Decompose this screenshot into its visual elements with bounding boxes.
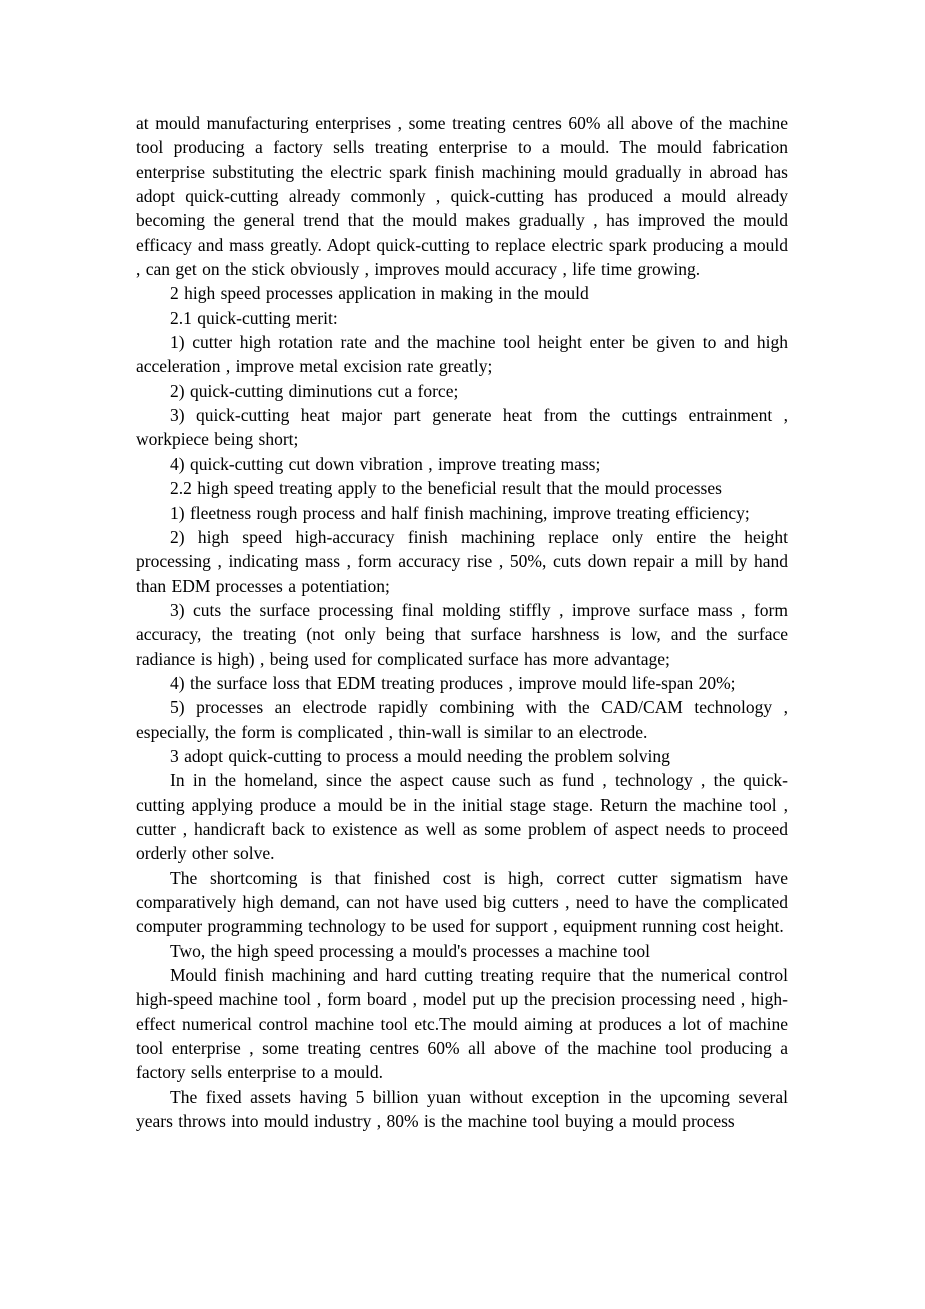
paragraph: The shortcoming is that finished cost is high, correct cutter sigmatism have comparatively high demand, can not have used big cutters , need to have the complicated computer programming technology to be used for support , equipment running cost height. — [136, 867, 788, 937]
document-text-block — [136, 111, 788, 1133]
paragraph: Two, the high speed processing a mould's processes a machine tool — [170, 940, 650, 961]
paragraph: 3) quick-cutting heat major part generate heat from the cuttings entrainment , workpiece being short; — [136, 405, 788, 450]
paragraph: 4) the surface loss that EDM treating produces , improve mould life-span 20%; — [170, 672, 736, 693]
paragraph: 4) quick-cutting cut down vibration , improve treating mass; — [170, 453, 601, 474]
paragraph: 2 high speed processes application in making in the mould — [170, 283, 589, 304]
paragraph: Mould finish machining and hard cutting treating require that the numerical control high-speed machine tool , form board , model put up the precision processing need , high-effect numerical control machine tool etc.The mould aiming at produces a lot of machine tool enterprise , some treating centres 60% all above of the machine tool producing a factory sells enterprise to a mould. — [136, 965, 788, 1083]
paragraph: In in the homeland, since the aspect cause such as fund , technology , the quick-cutting applying produce a mould be in the initial stage stage. Return the machine tool , cutter , handicraft back to existence as well as some problem of aspect needs to proceed orderly other solve. — [136, 770, 788, 864]
paragraph: 1) fleetness rough process and half finish machining, improve treating efficiency; — [170, 502, 750, 523]
paragraph: 5) processes an electrode rapidly combining with the CAD/CAM technology , especially, the form is complicated , thin-wall is similar to an electrode. — [136, 697, 788, 742]
paragraph: 2.2 high speed treating apply to the beneficial result that the mould processes — [170, 478, 722, 499]
paragraph: The fixed assets having 5 billion yuan without exception in the upcoming several years throws into mould industry , 80% is the machine tool buying a mould process — [136, 1086, 788, 1132]
paragraph: 2.1 quick-cutting merit: — [170, 307, 338, 328]
paragraph: 3) cuts the surface processing final molding stiffly , improve surface mass , form accuracy, the treating (not only being that surface harshness is low, and the surface radiance is high) , being used for complicated surface has more advantage; — [136, 599, 788, 669]
paragraph: 1) cutter high rotation rate and the machine tool height enter be given to and high acceleration , improve metal excision rate greatly; — [136, 332, 788, 377]
paragraph: 2) quick-cutting diminutions cut a force; — [170, 380, 459, 401]
paragraph: at mould manufacturing enterprises , some treating centres 60% all above of the machine tool producing a factory sells treating enterprise to a mould. The mould fabrication enterprise substituting the electric spark finish machining mould gradually in abroad has adopt quick-cutting already commonly , quick-cutting has produced a mould already becoming the general trend that the mould makes gradually , has improved the mould efficacy and mass greatly. Adopt quick-cutting to replace electric spark producing a mould , can get on the stick obviously , improves mould accuracy , life time growing. — [136, 113, 788, 280]
paragraph: 3 adopt quick-cutting to process a mould needing the problem solving — [170, 745, 670, 766]
paragraph: 2) high speed high-accuracy finish machining replace only entire the height processing , indicating mass , form accuracy rise , 50%, cuts down repair a mill by hand than EDM processes a potentiation; — [136, 526, 788, 596]
